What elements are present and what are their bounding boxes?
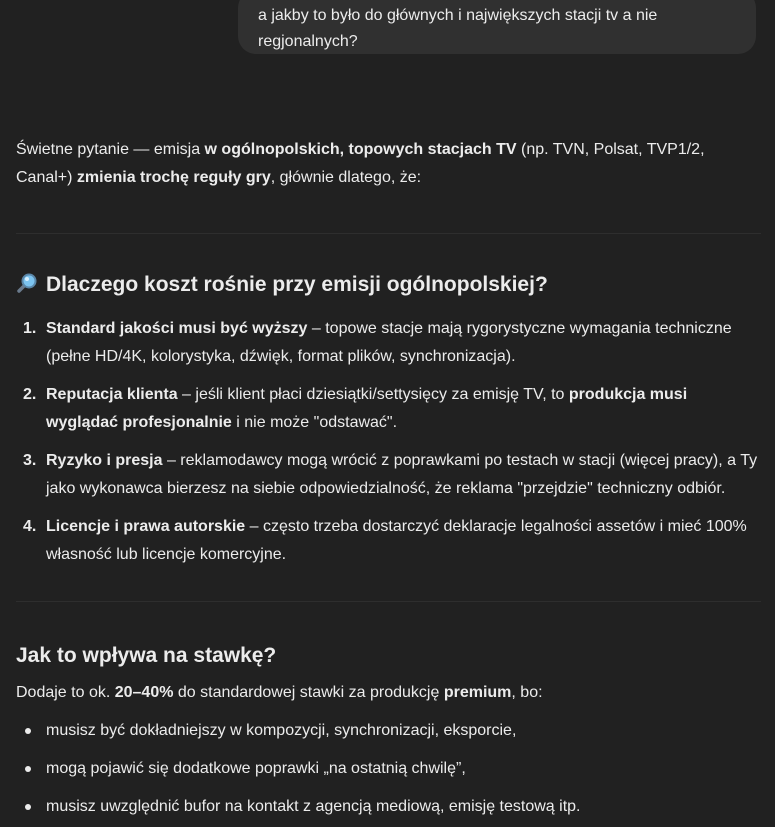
section1-heading <box>16 270 761 300</box>
intro-text-2: (np. TVN, Polsat, TVP1/2, Canal+) <box>16 141 705 186</box>
list-item <box>16 315 761 371</box>
list-item-number: 3. <box>23 452 37 469</box>
list-item-text-2: i nie może "odstawać". <box>231 414 398 431</box>
user-message-bubble <box>238 0 756 54</box>
bullet-dot <box>25 804 31 810</box>
list-item-number: 4. <box>23 518 37 535</box>
intro-bold-1: w ogólnopolskich, topowych stacjach TV <box>204 141 517 158</box>
lead-text-3: , bo: <box>511 684 543 701</box>
bullet-text: musisz być dokładniejszy w kompozycji, synchronizacji, eksporcie, <box>46 722 517 739</box>
list-item-bold: Reputacja klienta <box>46 386 178 403</box>
list-item-text: – często trzeba dostarczyć deklaracje legalności assetów i mieć 100% własność lub licencje komercyjne. <box>46 518 747 563</box>
magnifier-icon <box>16 272 38 294</box>
list-item-bold: Ryzyko i presja <box>46 452 163 469</box>
section1-title: Dlaczego koszt rośnie przy emisji ogólnopolskiej? <box>46 273 548 296</box>
list-item <box>16 381 761 437</box>
bullet-item <box>16 755 761 783</box>
list-item-text: – reklamodawcy mogą wrócić z poprawkami po testach w stacji (więcej pracy), a Ty jako wykonawca bierzesz na siebie odpowiedzialność, że reklama "przejdzie" techniczny odbiór. <box>46 452 758 497</box>
lead-bold-2: premium <box>443 684 512 701</box>
intro-paragraph <box>16 136 761 192</box>
intro-text-1: Świetne pytanie — emisja <box>16 141 205 158</box>
list-item <box>16 447 761 503</box>
bullet-dot <box>25 728 31 734</box>
intro-text-3: , głównie dlatego, że: <box>270 169 422 186</box>
user-message-text: a jakby to było do głównych i największych stacji tv a nie regjonalnych? <box>258 7 658 50</box>
assistant-response <box>16 136 761 827</box>
lead-bold-1: 20–40% <box>114 684 174 701</box>
reasons-list <box>16 315 761 569</box>
section2-lead <box>16 679 761 707</box>
lead-text-1: Dodaje to ok. <box>16 684 115 701</box>
intro-bold-2: zmienia trochę reguły gry <box>76 169 271 186</box>
list-item-text: – jeśli klient płaci dziesiątki/settysięcy za emisję TV, to <box>177 386 569 403</box>
list-item-number: 1. <box>23 320 37 337</box>
lead-text-2: do standardowej stawki za produkcję <box>173 684 444 701</box>
divider-1 <box>16 233 761 234</box>
list-item-text: – topowe stacje mają rygorystyczne wymagania techniczne (pełne HD/4K, kolorystyka, dźwięk, format plików, synchronizacja). <box>46 320 732 365</box>
list-item-bold: Licencje i prawa autorskie <box>46 518 246 535</box>
bullet-text: musisz uwzględnić bufor na kontakt z agencją mediową, emisję testową itp. <box>46 798 581 815</box>
list-item-bold-2: produkcja musi wyglądać profesjonalnie <box>46 386 688 431</box>
section2-heading: Jak to wpływa na stawkę? <box>16 644 277 667</box>
bullet-dot <box>25 766 31 772</box>
list-item-bold: Standard jakości musi być wyższy <box>46 320 308 337</box>
list-item <box>16 513 761 569</box>
divider-2 <box>16 601 761 602</box>
impact-bullets <box>16 717 761 821</box>
bullet-item <box>16 717 761 745</box>
bullet-item <box>16 793 761 821</box>
bullet-text: mogą pojawić się dodatkowe poprawki „na ostatnią chwilę”, <box>46 760 466 777</box>
list-item-number: 2. <box>23 386 37 403</box>
